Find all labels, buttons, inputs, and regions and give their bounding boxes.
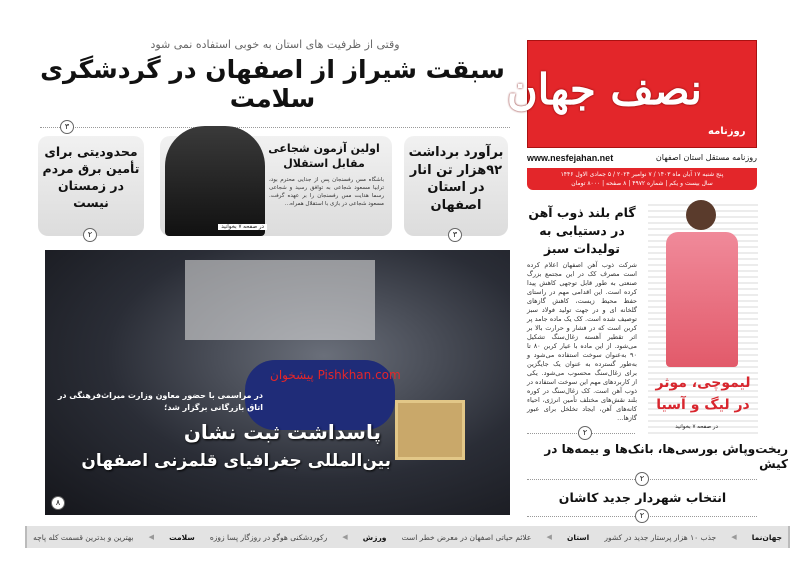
arrow-icon: ◀ xyxy=(546,533,552,541)
page-ref: ۲ xyxy=(578,426,592,440)
arrow-icon: ◀ xyxy=(342,533,348,541)
ticker-bar xyxy=(25,526,790,548)
site-url[interactable]: www.nesfejahan.net xyxy=(527,153,614,163)
framed-certificate xyxy=(395,400,465,460)
story-box-electricity[interactable] xyxy=(38,136,144,236)
page-ref: ۲ xyxy=(635,472,649,486)
sport-headline: لیموچی، موثر در لیگ و آسیا xyxy=(655,375,751,413)
ticker-section[interactable]: ورزش xyxy=(362,532,387,542)
page-ref: ۳ xyxy=(448,228,462,242)
player-head xyxy=(686,200,716,230)
read-more[interactable]: در صفحه ۷ بخوانید xyxy=(218,224,267,230)
masthead-logo[interactable]: نصف جهان xyxy=(506,65,702,114)
story-title: محدودیتی برای تأمین برق مردم در زمستان نیست xyxy=(42,144,140,210)
date-line: پنج شنبه ۱۷ آبان ماه ۱۴۰۳ / ۷ نوامبر ۲۰۲۴ / ۵ جمادی الاول ۱۴۴۶ xyxy=(560,171,724,178)
date-bar xyxy=(527,168,757,190)
banner-backdrop xyxy=(185,260,375,340)
ticker-section[interactable]: سلامت xyxy=(169,532,195,542)
photo-headline-2: بین‌المللی جغرافیای قلمزنی اصفهان xyxy=(81,451,391,471)
arrow-icon: ◀ xyxy=(148,533,154,541)
ticker-item[interactable]: رکوردشکنی هوگو در روزگار پسا زوزه xyxy=(209,532,328,542)
ticker-item[interactable]: بهترین و بدترین قسمت کله پاچه xyxy=(33,532,134,542)
arrow-icon: ◀ xyxy=(731,533,737,541)
divider xyxy=(40,127,510,128)
story-title: گام بلند ذوب آهن در دستیابی به تولیدات سبز xyxy=(528,205,636,256)
issue-line: سال بیست و یکم | شماره ۴۹۷۲ | ۸ صفحه | ۸۰۰۰ تومان xyxy=(571,180,713,187)
photo-story[interactable] xyxy=(45,250,510,515)
player-photo xyxy=(666,232,738,367)
story-body: باشگاه مس رفسنجان پس از جدایی محترم بود، ترابیا مسعود شجاعی به توافق رسید و شجاعی رسما هدایت مس رفسنجان را بر عهده گرفت. مسعود شجاعی در بازی با استقلال همراه... xyxy=(269,177,384,207)
watermark: پیشخوان Pishkhan.com xyxy=(270,368,401,382)
logo-sub: روزنامه xyxy=(708,126,746,137)
lead-headline[interactable]: سبقت شیراز از اصفهان در گردشگری سلامت xyxy=(40,55,505,113)
ticker-item[interactable]: علائم حیاتی اصفهان در معرض خطر است xyxy=(401,532,532,542)
page-ref: ۸ xyxy=(51,496,65,510)
brief-kashan[interactable]: انتخاب شهردار جدید کاشان xyxy=(558,490,727,505)
ticker-section[interactable]: جهان‌نما xyxy=(751,532,782,542)
lead-kicker: وقتی از ظرفیت های استان به خوبی استفاده نمی شود xyxy=(150,38,400,51)
sport-story[interactable] xyxy=(648,200,758,435)
photo-kicker: در مراسمی با حضور معاون وزارت میراث‌فرهنگی در اتاق بازرگانی برگزار شد؛ xyxy=(57,391,263,412)
read-more[interactable]: در صفحه ۷ بخوانید xyxy=(675,424,718,430)
photo-headline-1: پاسداشت ثبت نشان xyxy=(183,420,381,444)
ticker-section[interactable]: استان xyxy=(567,532,590,542)
story-title: برآورد برداشت ۹۲هزار تن انار در استان اصفهان xyxy=(408,145,504,213)
ticker-item[interactable]: جذب ۱۰ هزار پرستار جدید در کشور xyxy=(604,532,717,542)
story-title: اولین آزمون شجاعی مقابل استقلال xyxy=(268,142,380,170)
story-box-pomegranate[interactable] xyxy=(404,136,508,236)
masthead-info xyxy=(527,153,757,163)
story-steel[interactable] xyxy=(527,204,637,423)
brief-kish[interactable]: ریخت‌وپاش بورسی‌ها، بانک‌ها و بیمه‌ها در کیش xyxy=(544,442,788,471)
story-box-shojaei[interactable] xyxy=(160,136,392,236)
coach-photo xyxy=(165,126,265,236)
page-ref: ۲ xyxy=(83,228,97,242)
page-ref: ۲ xyxy=(635,509,649,523)
page-ref: ۳ xyxy=(60,120,74,134)
story-body: شرکت ذوب آهن اصفهان اعلام کرده است مصرف کک در این مجتمع بزرگ صنعتی به طور قابل توجهی کاهش پیدا کرده است. این اقدامی مهم در راستای حفظ محیط زیست، کاهش گازهای گلخانه ای و در جهت تولید فولاد سبز توصیف شده است. کک یک ماده جامد پر کربن است که در فشار و حرارت بالا بر اثر تقطیر آهسته زغال‌سنگ تشکیل می‌شود. از این ماده با عیار کربن ۸۰ تا ۹۰ به‌عنوان سوخت استفاده می‌شود و به‌طور گسترده به عنوان یک جایگزین برای زغال‌سنگ محسوب می‌شود. یکی از کاربردهای مهم این سوخت استفاده در ذوب آهن است. کک زغال‌سنگ در کوره بلند نقش‌های مختلف تأمین انرژی، احیاء کانه‌های آهن، ایجاد تخلخل برای عبور گازها... xyxy=(527,261,637,422)
tagline: روزنامه مستقل استان اصفهان xyxy=(655,153,757,162)
